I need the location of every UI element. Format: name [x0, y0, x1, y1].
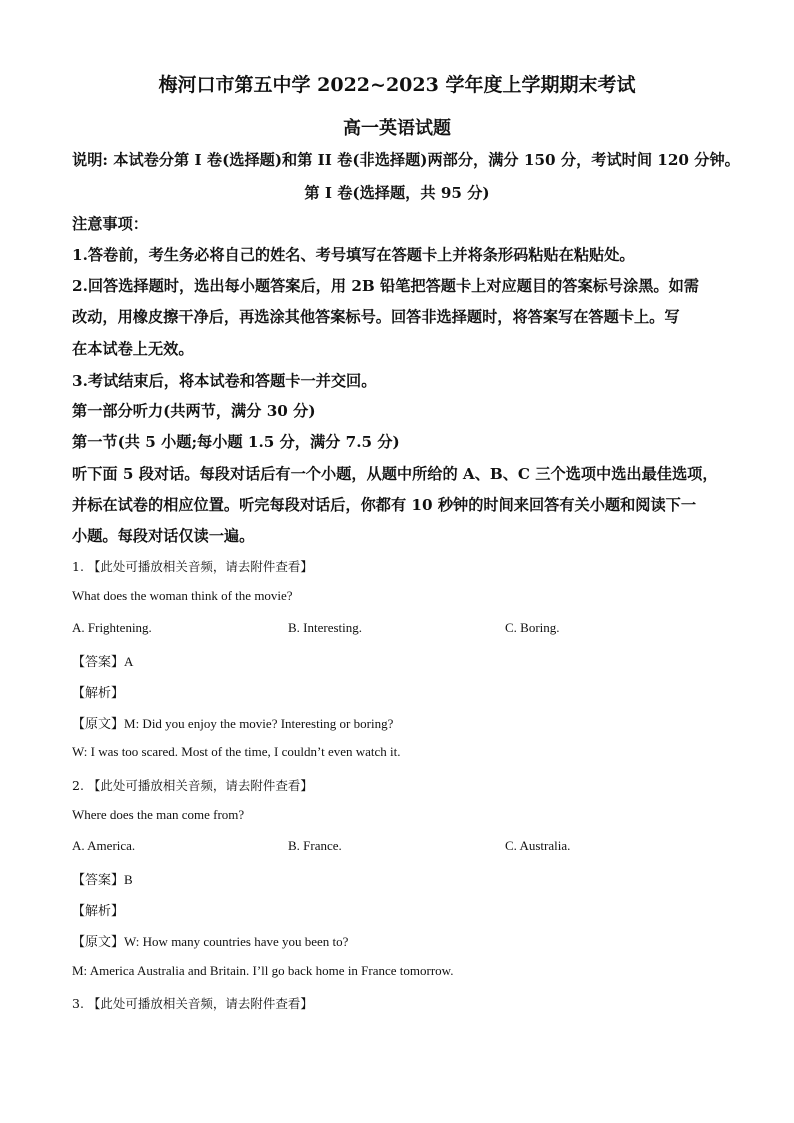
notes-heading: 注意事项：: [72, 215, 148, 233]
q1-question: What does the woman think of the movie?: [72, 588, 293, 603]
q2-option-a: A. America.: [72, 838, 136, 853]
notes-item-1: 1.答卷前，考生务必将自己的姓名、考号填写在答题卡上并将条形码粘贴在粘贴处。: [72, 246, 635, 264]
q2-script-line-2: M: America Australia and Britain. I’ll go back home in France tomorrow.: [72, 963, 454, 978]
exam-title: 梅河口市第五中学 2022~2023 学年度上学期期末考试: [158, 74, 636, 96]
notes-item-2-line-3: 在本试卷上无效。: [72, 340, 194, 358]
q2-option-b: B. France.: [288, 838, 342, 853]
q2-script-tag: 【原文】: [72, 935, 125, 950]
q2-script-text-1: W: How many countries have you been to?: [124, 934, 349, 949]
section-part-title: 第一部分听力(共两节，满分 30 分): [72, 402, 316, 420]
exam-explanation: 说明: 本试卷分第 I 卷(选择题)和第 II 卷(非选择题)两部分，满分 150 分，考试时间 120 分钟。: [72, 151, 740, 169]
q1-answer-tag: 【答案】: [72, 655, 125, 670]
q2-option-c: C. Australia.: [505, 838, 571, 853]
q1-script-line-2: W: I was too scared. Most of the time, I couldn’t even watch it.: [72, 744, 401, 759]
section-instruction-line-3: 小题。每段对话仅读一遍。: [72, 527, 255, 545]
q1-analysis-tag: 【解析】: [72, 686, 125, 701]
q1-option-c: C. Boring.: [505, 620, 560, 635]
exam-subtitle: 高一英语试题: [343, 118, 451, 139]
q1-answer: [72, 651, 133, 670]
q2-answer-value: B: [124, 872, 133, 887]
notes-item-2-line-2: 改动，用橡皮擦干净后，再选涂其他答案标号。回答非选择题时，将答案写在答题卡上。写: [72, 308, 680, 326]
notes-item-2-line-1: 2.回答选择题时，选出每小题答案后，用 2B 铅笔把答题卡上对应题目的答案标号涂黑。如需: [72, 277, 699, 295]
part1-title: 第 I 卷(选择题，共 95 分): [304, 184, 490, 202]
q2-answer: [72, 869, 133, 888]
section-sub-title: 第一节(共 5 小题;每小题 1.5 分，满分 7.5 分): [72, 433, 400, 451]
q1-audio-note: 1. 【此处可播放相关音频，请去附件查看】: [72, 559, 313, 574]
q1-script-tag: 【原文】: [72, 717, 125, 732]
q1-option-b: B. Interesting.: [288, 620, 363, 635]
q1-option-a: A. Frightening.: [72, 620, 152, 635]
q2-answer-tag: 【答案】: [72, 873, 125, 888]
q1-answer-value: A: [124, 654, 134, 669]
q2-audio-note: 2. 【此处可播放相关音频，请去附件查看】: [72, 778, 313, 793]
q2-question: Where does the man come from?: [72, 807, 245, 822]
q2-script-line-1: [72, 931, 348, 950]
q3-audio-note: 3. 【此处可播放相关音频，请去附件查看】: [72, 996, 313, 1011]
q2-analysis-tag: 【解析】: [72, 904, 125, 919]
q1-script-text-1: M: Did you enjoy the movie? Interesting or boring?: [124, 716, 394, 731]
q1-script-line-1: [72, 713, 393, 732]
notes-item-3: 3.考试结束后，将本试卷和答题卡一并交回。: [72, 372, 377, 390]
section-instruction-line-1: 听下面 5 段对话。每段对话后有一个小题，从题中所给的 A、B、C 三个选项中选出最佳选项，: [72, 465, 718, 483]
section-instruction-line-2: 并标在试卷的相应位置。听完每段对话后，你都有 10 秒钟的时间来回答有关小题和阅读下一: [72, 496, 697, 514]
